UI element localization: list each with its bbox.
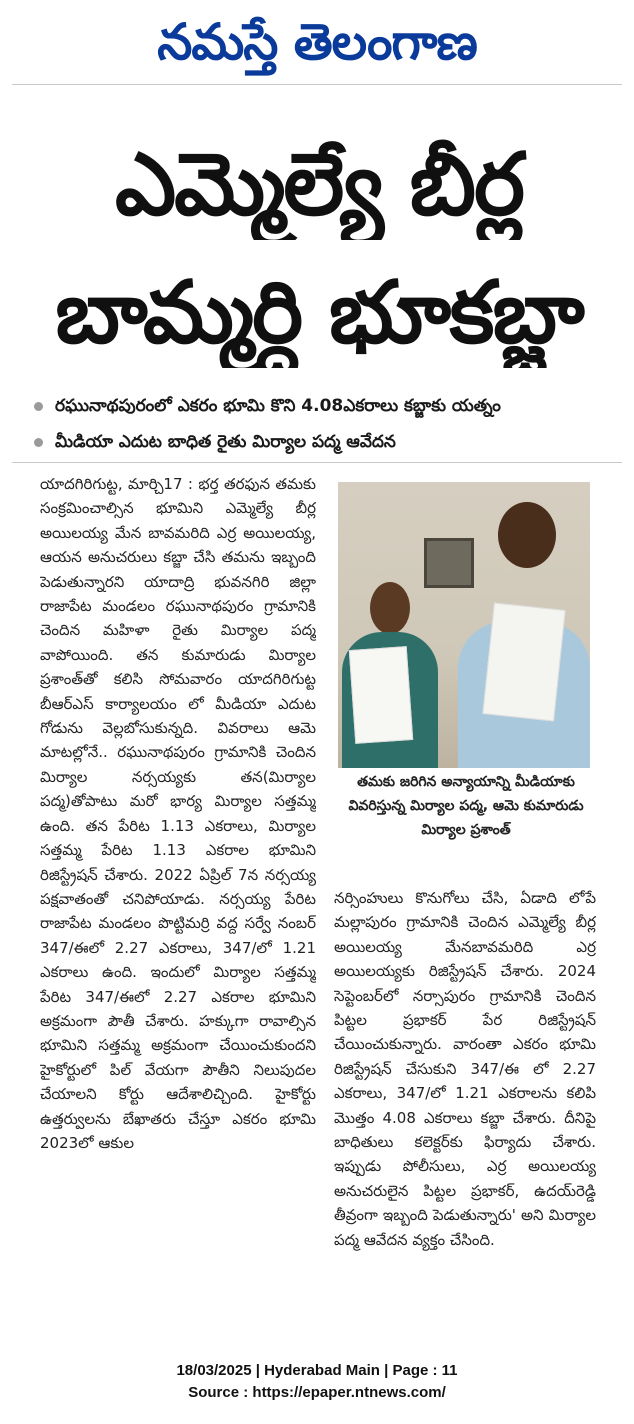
- masthead-logo: నమస్తే తెలంగాణ: [157, 13, 477, 71]
- subhead-divider: [12, 462, 622, 463]
- photo-document-2: [482, 603, 565, 722]
- photo-caption: తమకు జరిగిన అన్యాయాన్ని మీడియాకు వివరిస్తున్న మిర్యాల పద్మ, ఆమె కుమారుడు మిర్యాల ప్రశాంత్: [348, 774, 584, 838]
- article-text-left: యాదగిరిగుట్ట, మార్చి17 : భర్త తరఫున తమకు సంక్రమించాల్సిన భూమిని ఎమ్మెల్యే బీర్ల అయిలయ్య మేన బావమరిది ఎర్ర అయిలయ్య, ఆయన అనుచరులు కబ్జా చేసి తమను ఇబ్బంది పెడుతున్నారని యాదాద్రి భువనగిరి జిల్లా రాజాపేట మండలం రఘునాథపురం గ్రామానికి చెందిన మహిళా రైతు మిర్యాల పద్మ వాపోయింది. తన కుమారుడు మిర్యాల ప్రశాంత్‌తో కలిసి సోమవారం యాదగిరిగుట్ట బీఆర్‌ఎస్ కార్యాలయం లో మీడియా ఎదుట గోడును వెల్లబోసుకున్నది. వివరాలు ఆమె మాటల్లోనే.. రఘునాథపురం గ్రామానికి చెందిన మిర్యాల నర్సయ్యకు తన(మిర్యాల పద్మ)తోపాటు మరో భార్య మిర్యాల సత్తమ్మ ఉంది. తన పేరిట 1.13 ఎకరాలు, మిర్యాల సత్తమ్మ పేరిట 1.13 ఎకరాల భూమిని రిజిస్ట్రేషన్ చేశారు. 2022 ఏప్రిల్ 7న నర్సయ్య పక్షవాతంతో చనిపోయాడు. నర్సయ్య పేరిట రాజాపేట మండలం పొట్టిమర్రి వద్ద సర్వే నంబర్ 347/ఈలో 2.27 ఎకరాలు, 347/లో 1.21 ఎకరాలు ఉంది. ఇందులో మిర్యాల సత్తమ్మ పేరిట 347/ఈలో 2.27 ఎకరాల భూమిని అక్రమంగా పౌతీ చేశారు. హక్కుగా రావాల్సిన భూమిని సత్తమ్మ అక్రమంగా చేయించుకుందని హైకోర్టులో పిల్ వేయగా పౌతీని నిలుపుదల చేయాలని కోర్టు ఆదేశాలిచ్చింది. హైకోర్టు ఉత్తర్వులను బేఖాతరు చేస్తూ ఎకరం భూమి 2023లో ఆకుల: [40, 475, 316, 1152]
- subhead-1-text: రఘునాథపురంలో ఎకరం భూమి కొని 4.08ఎకరాలు కబ్జాకు యత్నం: [55, 396, 501, 416]
- masthead-divider: [12, 84, 622, 85]
- footer-date-edition: 18/03/2025 | Hyderabad Main | Page : 11: [176, 1362, 458, 1379]
- article-text-right: నర్సింహులు కొనుగోలు చేసి, ఏడాది లోపే మల్లాపురం గ్రామానికి చెందిన ఎమ్మెల్యే బీర్ల అయిలయ్య మేనబావమరిది ఎర్ర అయిలయ్యకు రిజిస్ట్రేషన్ చేశారు. 2024 సెప్టెంబర్‌లో నర్సాపురం గ్రామానికి చెందిన పిట్టల ప్రభాకర్ పేర రిజిస్ట్రేషన్ చేయించుకున్నారు. వారంతా ఎకరం భూమి రిజిస్ట్రేషన్ చేసుకుని 347/ఈ లో 2.27 ఎకరాలు, 347/లో 1.21 ఎకరాలను కలిపి మొత్తం 4.08 ఎకరాలు కబ్జా చేశారు. దీనిపై బాధితులు కలెక్టర్‌కు ఫిర్యాదు చేశారు. ఇప్పుడు పోలీసులు, ఎర్ర అయిలయ్య అనుచరులైన పిట్టల ప్రభాకర్, ఉదయ్‌రెడ్డి తీవ్రంగా ఇబ్బంది పెడుతున్నారు' అని మిర్యాల పద్మ ఆవేదన వ్యక్తం చేసింది.: [334, 889, 596, 1249]
- photo-document-1: [349, 646, 413, 744]
- photo-person-woman-head: [370, 582, 410, 634]
- bullet-icon: [34, 438, 43, 447]
- headline-line-2: బామ్మర్ది భూకబ్జా: [55, 263, 583, 363]
- headline-line-1: ఎమ్మెల్యే బీర్ల: [115, 135, 523, 235]
- subhead-2: [34, 428, 624, 456]
- news-photo: [338, 482, 590, 768]
- photo-wall-frame: [424, 538, 474, 588]
- subhead-2-text: మీడియా ఎదుట బాధిత రైతు మిర్యాల పద్మ ఆవేదన: [55, 432, 396, 452]
- bullet-icon: [34, 402, 43, 411]
- article-column-left: [40, 472, 316, 1328]
- photo-person-man-head: [498, 502, 556, 568]
- footer-source: Source : https://epaper.ntnews.com/: [188, 1384, 446, 1401]
- article-column-right: [334, 886, 596, 1326]
- subhead-1: [34, 392, 624, 420]
